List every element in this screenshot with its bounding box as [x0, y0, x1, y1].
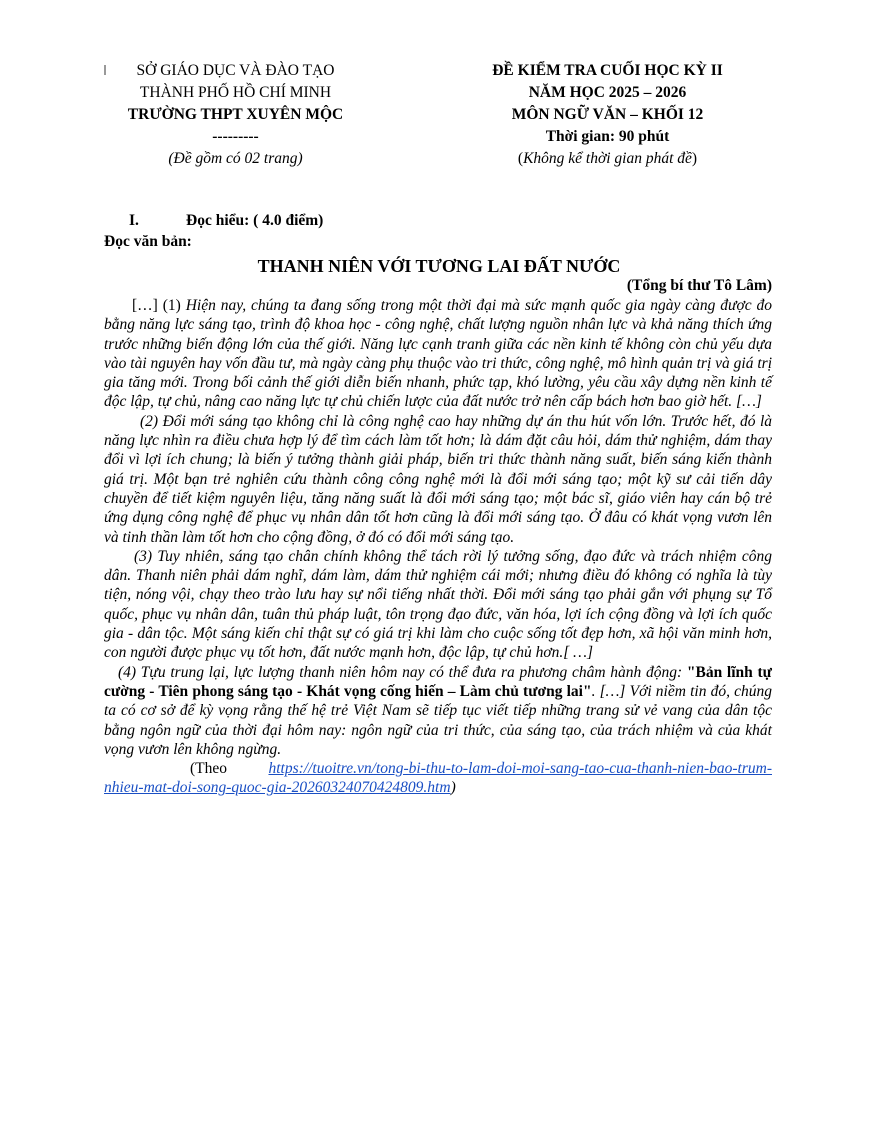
subject-grade: MÔN NGỮ VĂN – KHỐI 12 [511, 106, 704, 123]
duration-note: (Không kể thời gian phát đề) [517, 150, 698, 167]
motto: "Bản lĩnh tự cường - Tiên phong sáng tạo - Khát vọng cống hiến – Làm chủ tương lai" [104, 663, 772, 700]
header-right [440, 60, 775, 170]
source-citation: (Theo https://tuoitre.vn/tong-bi-thu-to-lam-doi-moi-sang-tao-cua-thanh-nien-bao-trum-nhieu-mat-doi-song-quoc-gia-20260324070424809.htm) [104, 760, 772, 797]
page-count-note: (Đề gồm có 02 trang) [168, 150, 303, 167]
school-name: TRƯỜNG THPT XUYÊN MỘC [127, 106, 344, 123]
text-title: THANH NIÊN VỚI TƯƠNG LAI ĐẤT NƯỚC [257, 256, 621, 276]
school-year: NĂM HỌC 2025 – 2026 [528, 84, 687, 101]
department-name: SỞ GIÁO DỤC VÀ ĐÀO TẠO [136, 62, 335, 79]
section-numeral: I. [129, 212, 139, 229]
city-name: THÀNH PHỐ HỒ CHÍ MINH [139, 84, 332, 101]
header-divider: --------- [212, 128, 259, 145]
paragraph-1: […] (1) Hiện nay, chúng ta đang sống trong một thời đại mà sức mạnh quốc gia ngày càng được đo bằng năng lực sáng tạo, trình độ khoa học - công nghệ, chất lượng nguồn nhân lực và khả năng thích ứng trước những biến động lớn của thế giới. Năng lực cạnh tranh giữa các nền kinh tế không còn chủ yếu dựa vào tài nguyên hay vốn đầu tư, mà ngày càng phụ thuộc vào tri thức, công nghệ, mô hình quản trị và giá trị gia tăng mới. Trong bối cảnh thế giới diễn biến nhanh, phức tạp, khó lường, yêu cầu xây dựng nền kinh tế độc lập, tự chủ, nâng cao năng lực tự chủ chiến lược của đất nước trở nên cấp bách hơn bao giờ hết. […] [104, 297, 772, 411]
header-left [98, 60, 373, 170]
text-author: (Tổng bí thư Tô Lâm) [626, 277, 772, 294]
section-title: Đọc hiểu: ( 4.0 điểm) [186, 212, 324, 229]
reading-instruction: Đọc văn bản: [104, 233, 192, 250]
paragraph-3: (3) Tuy nhiên, sáng tạo chân chính không thể tách rời lý tưởng sống, đạo đức và trách nhiệm công dân. Thanh niên phải dám nghĩ, dám làm, dám thử nghiệm cái mới; nhưng điều đó không có nghĩa là tùy tiện, nóng vội, chạy theo trào lưu hay sự nổi tiếng nhất thời. Đổi mới sáng tạo phải gắn với phụng sự Tổ quốc, phục vụ nhân dân, tuân thủ pháp luật, tôn trọng đạo đức, văn hóa, lợi ích cộng đồng và lợi ích quốc gia - dân tộc. Một sáng kiến chỉ thật sự có giá trị khi làm cho cuộc sống tốt đẹp hơn, xã hội văn minh hơn, con người được phục vụ tốt hơn, đất nước mạnh hơn, độc lập, tự chủ hơn.[ …] [104, 547, 772, 662]
exam-title: ĐỀ KIỂM TRA CUỐI HỌC KỲ II [492, 62, 723, 79]
reading-passage [104, 296, 772, 798]
source-link[interactable]: https://tuoitre.vn/tong-bi-thu-to-lam-doi-moi-sang-tao-cua-thanh-nien-bao-trum-nhieu-mat-doi-song-quoc-gia-20260324070424809.htm [104, 760, 772, 797]
paragraph-2: (2) Đổi mới sáng tạo không chỉ là công nghệ cao hay những dự án thu hút vốn lớn. Trước hết, đó là năng lực nhìn ra điều chưa hợp lý để tìm cách làm tốt hơn; là dám đặt câu hỏi, dám thử nghiệm, dám thay đổi vì lợi ích chung; là biến ý tưởng thành giải pháp, biến tri thức thành năng suất, biến sáng kiến thành giá trị. Một bạn trẻ nghiên cứu thành công công nghệ mới là đổi mới sáng tạo; một kỹ sư cải tiến dây chuyền để tiết kiệm nguyên liệu, tăng năng suất là đổi mới sáng tạo; một bác sĩ, giáo viên hay cán bộ trẻ ứng dụng công nghệ để phục vụ nhân dân tốt hơn cũng là đổi mới sáng tạo. Ở đâu có khát vọng vươn lên và tinh thần làm tốt hơn cho cộng đồng, ở đó có đổi mới sáng tạo. [104, 412, 772, 546]
section-heading [104, 210, 804, 252]
exam-duration: Thời gian: 90 phút [545, 128, 670, 145]
paragraph-4: (4) Tựu trung lại, lực lượng thanh niên hôm nay có thể đưa ra phương châm hành động: "Bản lĩnh tự cường - Tiên phong sáng tạo - Khát vọng cống hiến – Làm chủ tương lai". […] Với niềm tin đó, chúng ta có cơ sở để kỳ vọng rằng thế hệ trẻ Việt Nam sẽ tiếp tục viết tiếp những trang sử vẻ vang của dân tộc bằng ngôn ngữ của thời đại hôm nay: ngôn ngữ của tri thức, của sáng tạo, của trách nhiệm và của khát vọng vươn lên không ngừng. [104, 663, 773, 758]
